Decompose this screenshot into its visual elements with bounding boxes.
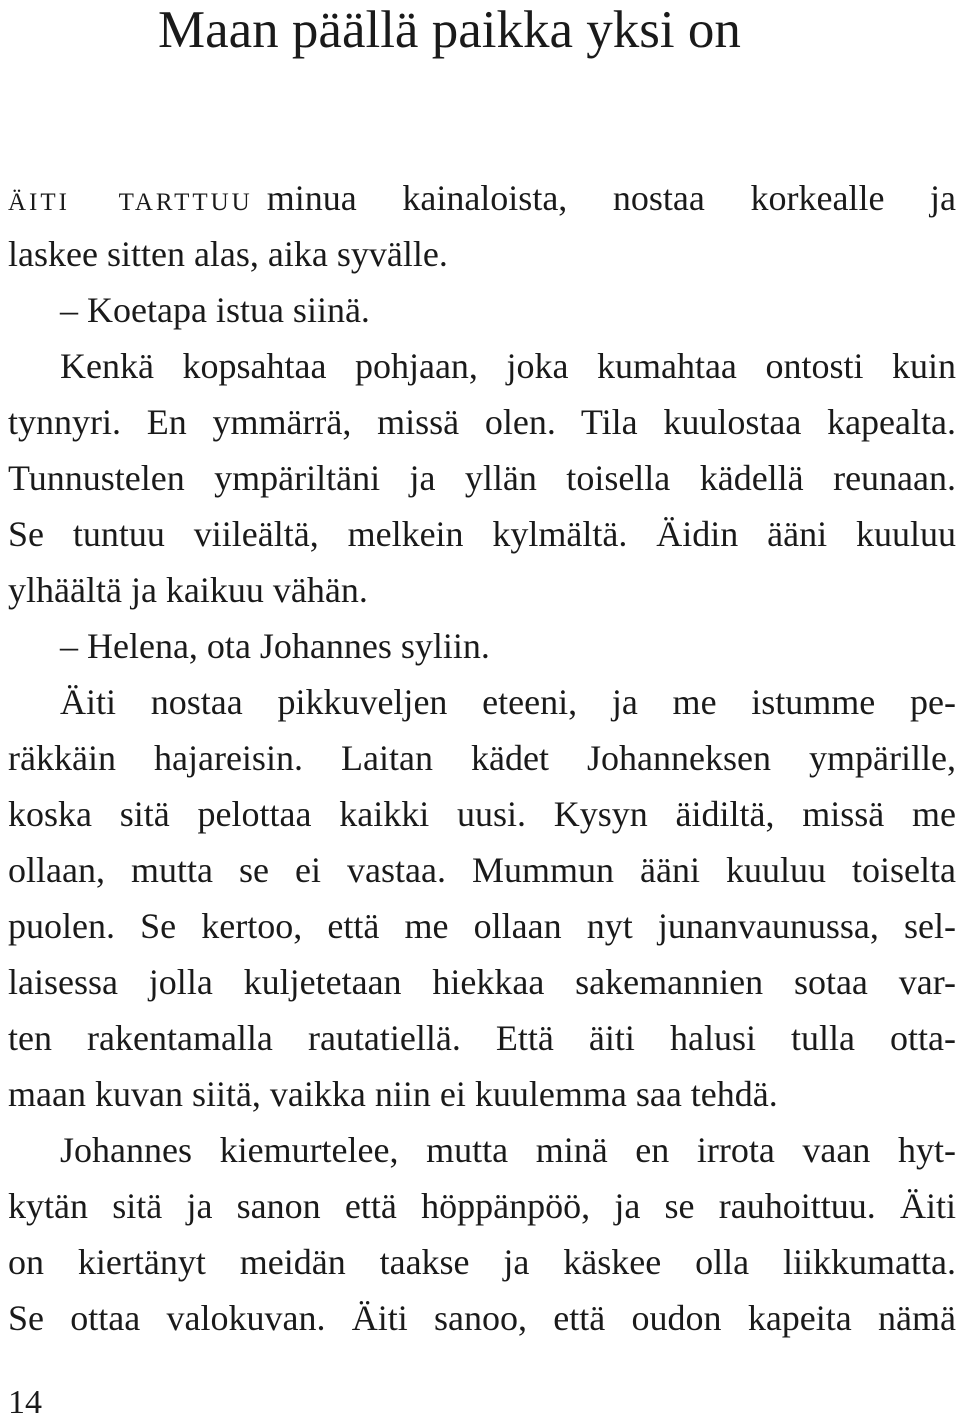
chapter-title: Maan päällä paikka yksi on <box>158 1 741 59</box>
text-line: Äiti nostaa pikkuveljen eteeni, ja me istumme pe- <box>60 682 956 722</box>
text-line: Se ottaa valokuvan. Äiti sanoo, että oudon kapeita nämä <box>8 1298 956 1338</box>
text-line: puolen. Se kertoo, että me ollaan nyt junanvaunussa, sel- <box>8 906 956 946</box>
text-line: ylhäältä ja kaikuu vähän. <box>8 570 368 610</box>
opening-smallcaps: äiti tarttuu <box>8 178 253 218</box>
text-line: kytän sitä ja sanon että höppänpöö, ja se rauhoittuu. Äiti <box>8 1186 956 1226</box>
text-line: – Helena, ota Johannes syliin. <box>60 626 490 666</box>
text-line: äiti tarttuu minua kainaloista, nostaa korkealle ja <box>8 178 957 218</box>
text-line: räkkäin hajareisin. Laitan kädet Johanneksen ympärille, <box>8 738 956 778</box>
text-line: Kenkä kopsahtaa pohjaan, joka kumahtaa ontosti kuin <box>60 346 956 386</box>
text-line: – Koetapa istua siinä. <box>60 290 370 330</box>
text-line: maan kuvan siitä, vaikka niin ei kuulemma saa tehdä. <box>8 1074 778 1114</box>
text-line: tynnyri. En ymmärrä, missä olen. Tila kuulostaa kapealta. <box>8 402 956 442</box>
text-line: ollaan, mutta se ei vastaa. Mummun ääni kuuluu toiselta <box>8 850 956 890</box>
text-line: Se tuntuu viileältä, melkein kylmältä. Äidin ääni kuuluu <box>8 514 956 554</box>
text-line: ten rakentamalla rautatiellä. Että äiti halusi tulla otta- <box>8 1018 956 1058</box>
text-line: Johannes kiemurtelee, mutta minä en irrota vaan hyt- <box>60 1130 956 1170</box>
text-line: laskee sitten alas, aika syvälle. <box>8 234 448 274</box>
page-number: 14 <box>8 1384 42 1421</box>
text-line: Tunnustelen ympäriltäni ja yllän toisella kädellä reunaan. <box>8 458 956 498</box>
text-line: laisessa jolla kuljetetaan hiekkaa sakemannien sotaa var- <box>8 962 956 1002</box>
text-line: on kiertänyt meidän taakse ja käskee olla liikkumatta. <box>8 1242 956 1282</box>
text-line: koska sitä pelottaa kaikki uusi. Kysyn äidiltä, missä me <box>8 794 956 834</box>
